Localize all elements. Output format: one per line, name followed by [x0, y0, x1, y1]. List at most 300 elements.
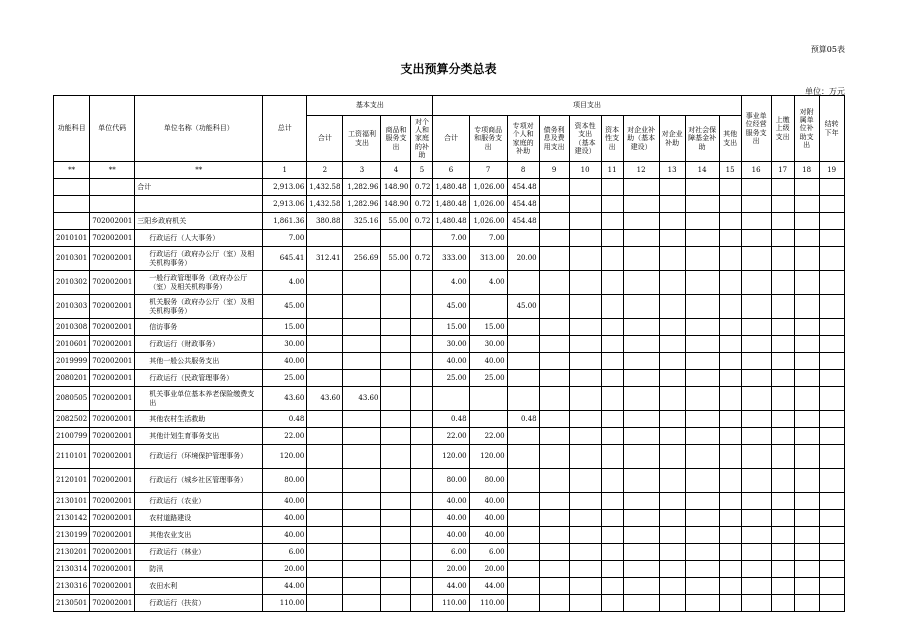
cell-empty — [685, 213, 719, 230]
cell-empty — [623, 445, 659, 469]
table-row — [54, 271, 845, 295]
cell-b-total: 380.88 — [307, 213, 343, 230]
header-func-code: 功能科目 — [54, 96, 90, 162]
cell-empty — [623, 527, 659, 544]
cell-b-total: 43.60 — [307, 387, 343, 411]
cell-p-goods: 110.00 — [469, 595, 507, 612]
cell-empty — [719, 428, 741, 445]
cell-p-total: 40.00 — [433, 510, 469, 527]
cell-empty — [741, 336, 771, 353]
cell-b-goods — [381, 445, 411, 469]
column-index-cell: 10 — [569, 162, 601, 179]
cell-code: 2130316 — [54, 578, 90, 595]
cell-empty — [623, 230, 659, 247]
cell-empty — [719, 179, 741, 196]
cell-empty — [539, 247, 569, 271]
cell-name: 行政运行（财政事务） — [135, 336, 263, 353]
header-b-salary: 工资福利支出 — [343, 116, 381, 162]
table-row — [54, 445, 845, 469]
cell-b-goods — [381, 510, 411, 527]
cell-name: 行政运行（政府办公厅（室）及相关机构事务） — [135, 247, 263, 271]
cell-empty — [771, 336, 794, 353]
cell-empty — [659, 510, 685, 527]
cell-empty — [771, 271, 794, 295]
column-index-row — [54, 162, 845, 179]
cell-empty — [601, 247, 623, 271]
unit-label: 单位：万元 — [805, 87, 845, 96]
cell-total: 45.00 — [263, 295, 307, 319]
cell-empty — [601, 493, 623, 510]
cell-empty — [623, 428, 659, 445]
cell-b-total: 312.41 — [307, 247, 343, 271]
cell-empty — [539, 319, 569, 336]
column-index-cell: 9 — [539, 162, 569, 179]
cell-empty — [539, 445, 569, 469]
cell-b-personal — [411, 230, 433, 247]
budget-table — [53, 95, 845, 612]
cell-empty — [659, 336, 685, 353]
cell-empty — [601, 179, 623, 196]
cell-b-salary — [343, 595, 381, 612]
cell-empty — [741, 510, 771, 527]
cell-empty — [719, 544, 741, 561]
cell-empty — [819, 271, 844, 295]
cell-b-salary — [343, 561, 381, 578]
cell-empty — [794, 336, 819, 353]
cell-unit: 702002001 — [90, 353, 135, 370]
cell-empty — [601, 544, 623, 561]
cell-empty — [685, 445, 719, 469]
cell-empty — [685, 578, 719, 595]
cell-code: 2130501 — [54, 595, 90, 612]
cell-empty — [771, 544, 794, 561]
cell-empty — [794, 387, 819, 411]
cell-b-total — [307, 411, 343, 428]
cell-p-total: 45.00 — [433, 295, 469, 319]
cell-empty — [659, 411, 685, 428]
cell-b-total — [307, 353, 343, 370]
cell-b-total — [307, 370, 343, 387]
cell-empty — [623, 370, 659, 387]
cell-empty — [623, 247, 659, 271]
cell-empty — [819, 179, 844, 196]
column-index-cell: 13 — [659, 162, 685, 179]
cell-empty — [771, 578, 794, 595]
cell-empty — [539, 213, 569, 230]
cell-p-goods: 1,026.00 — [469, 179, 507, 196]
cell-empty — [741, 578, 771, 595]
cell-empty — [659, 271, 685, 295]
cell-unit: 702002001 — [90, 510, 135, 527]
cell-empty — [539, 561, 569, 578]
column-index-cell: ** — [54, 162, 90, 179]
column-index-cell: ** — [90, 162, 135, 179]
cell-total: 1,861.36 — [263, 213, 307, 230]
cell-b-goods — [381, 561, 411, 578]
cell-empty — [601, 510, 623, 527]
cell-b-salary — [343, 336, 381, 353]
cell-empty — [719, 213, 741, 230]
cell-b-personal — [411, 336, 433, 353]
cell-b-personal — [411, 595, 433, 612]
cell-empty — [819, 561, 844, 578]
cell-unit: 702002001 — [90, 336, 135, 353]
cell-empty — [819, 336, 844, 353]
cell-unit: 702002001 — [90, 527, 135, 544]
column-index-cell: 14 — [685, 162, 719, 179]
cell-b-goods — [381, 336, 411, 353]
cell-unit: 702002001 — [90, 319, 135, 336]
cell-empty — [539, 544, 569, 561]
cell-code: 2019999 — [54, 353, 90, 370]
cell-empty — [659, 370, 685, 387]
cell-b-personal — [411, 370, 433, 387]
cell-code: 2010302 — [54, 271, 90, 295]
cell-name: 机关事业单位基本养老保险缴费支出 — [135, 387, 263, 411]
cell-code: 2130201 — [54, 544, 90, 561]
table-row — [54, 230, 845, 247]
cell-total: 645.41 — [263, 247, 307, 271]
cell-p-goods: 4.00 — [469, 271, 507, 295]
cell-empty — [601, 578, 623, 595]
cell-total: 44.00 — [263, 578, 307, 595]
cell-b-personal — [411, 510, 433, 527]
cell-empty — [623, 561, 659, 578]
cell-b-total — [307, 295, 343, 319]
cell-b-personal — [411, 411, 433, 428]
cell-p-total: 80.00 — [433, 469, 469, 493]
cell-empty — [569, 544, 601, 561]
cell-empty — [569, 445, 601, 469]
cell-code: 2130199 — [54, 527, 90, 544]
cell-total: 120.00 — [263, 445, 307, 469]
cell-empty — [794, 230, 819, 247]
cell-name: 行政运行（城乡社区管理事务） — [135, 469, 263, 493]
cell-b-salary — [343, 295, 381, 319]
cell-p-total: 7.00 — [433, 230, 469, 247]
cell-b-salary — [343, 510, 381, 527]
cell-empty — [685, 247, 719, 271]
cell-empty — [685, 527, 719, 544]
cell-empty — [819, 370, 844, 387]
cell-empty — [601, 319, 623, 336]
cell-p-personal — [507, 527, 539, 544]
cell-empty — [569, 213, 601, 230]
cell-b-personal — [411, 319, 433, 336]
cell-p-goods: 120.00 — [469, 445, 507, 469]
cell-b-total — [307, 544, 343, 561]
cell-empty — [623, 196, 659, 213]
cell-unit: 702002001 — [90, 213, 135, 230]
table-row — [54, 295, 845, 319]
cell-b-goods — [381, 595, 411, 612]
cell-empty — [741, 213, 771, 230]
column-index-cell: 8 — [507, 162, 539, 179]
cell-empty — [741, 370, 771, 387]
cell-empty — [623, 411, 659, 428]
cell-unit: 702002001 — [90, 295, 135, 319]
cell-empty — [685, 595, 719, 612]
cell-empty — [794, 544, 819, 561]
cell-empty — [794, 510, 819, 527]
cell-p-personal: 45.00 — [507, 295, 539, 319]
cell-p-personal — [507, 561, 539, 578]
cell-p-goods: 1,026.00 — [469, 196, 507, 213]
header-upper: 上缴上级支出 — [771, 96, 794, 162]
cell-empty — [794, 578, 819, 595]
cell-empty — [685, 544, 719, 561]
cell-empty — [623, 336, 659, 353]
cell-empty — [539, 595, 569, 612]
cell-empty — [659, 493, 685, 510]
cell-b-goods — [381, 493, 411, 510]
cell-empty — [539, 387, 569, 411]
column-index-cell: 16 — [741, 162, 771, 179]
cell-b-total: 1,432.58 — [307, 196, 343, 213]
table-row — [54, 469, 845, 493]
cell-empty — [685, 469, 719, 493]
cell-name: 信访事务 — [135, 319, 263, 336]
cell-b-salary: 325.16 — [343, 213, 381, 230]
cell-empty — [819, 411, 844, 428]
cell-name: 其他一般公共服务支出 — [135, 353, 263, 370]
cell-p-total: 333.00 — [433, 247, 469, 271]
cell-empty — [623, 353, 659, 370]
cell-empty — [623, 319, 659, 336]
header-total: 总计 — [263, 96, 307, 162]
cell-p-goods: 40.00 — [469, 527, 507, 544]
cell-b-total — [307, 336, 343, 353]
page-title: 支出预算分类总表 — [400, 62, 497, 76]
table-row — [54, 428, 845, 445]
cell-empty — [819, 544, 844, 561]
cell-empty — [719, 230, 741, 247]
cell-empty — [685, 295, 719, 319]
cell-total: 110.00 — [263, 595, 307, 612]
cell-p-personal: 20.00 — [507, 247, 539, 271]
table-row — [54, 544, 845, 561]
cell-empty — [771, 196, 794, 213]
cell-b-salary — [343, 445, 381, 469]
cell-empty — [539, 271, 569, 295]
cell-b-goods — [381, 527, 411, 544]
cell-empty — [771, 387, 794, 411]
cell-empty — [539, 353, 569, 370]
cell-empty — [685, 428, 719, 445]
cell-empty — [659, 213, 685, 230]
cell-p-personal — [507, 370, 539, 387]
cell-b-salary — [343, 411, 381, 428]
table-row — [54, 578, 845, 595]
cell-empty — [794, 295, 819, 319]
cell-empty — [771, 411, 794, 428]
cell-name: 其他农业支出 — [135, 527, 263, 544]
cell-empty — [659, 230, 685, 247]
cell-p-total: 30.00 — [433, 336, 469, 353]
cell-b-total — [307, 527, 343, 544]
cell-code: 2080505 — [54, 387, 90, 411]
cell-empty — [794, 493, 819, 510]
column-index-cell: 15 — [719, 162, 741, 179]
cell-p-personal — [507, 595, 539, 612]
table-row — [54, 319, 845, 336]
header-p-enterprise: 对企业补助（基本建设） — [623, 116, 659, 162]
cell-b-salary — [343, 469, 381, 493]
column-index-cell: 12 — [623, 162, 659, 179]
cell-b-salary — [343, 527, 381, 544]
cell-p-total — [433, 387, 469, 411]
cell-total: 25.00 — [263, 370, 307, 387]
cell-empty — [569, 247, 601, 271]
table-row — [54, 411, 845, 428]
cell-empty — [685, 510, 719, 527]
cell-empty — [623, 271, 659, 295]
header-p-debt: 债务利息及费用支出 — [539, 116, 569, 162]
cell-b-goods — [381, 411, 411, 428]
form-number-label: 预算05表 — [810, 45, 845, 54]
column-index-cell: 5 — [411, 162, 433, 179]
cell-name: 其他农村生活救助 — [135, 411, 263, 428]
cell-code: 2130101 — [54, 493, 90, 510]
cell-code: 2010308 — [54, 319, 90, 336]
cell-b-personal — [411, 544, 433, 561]
cell-b-goods: 148.90 — [381, 196, 411, 213]
cell-unit: 702002001 — [90, 578, 135, 595]
header-b-goods: 商品和服务支出 — [381, 116, 411, 162]
cell-empty — [539, 493, 569, 510]
cell-empty — [771, 428, 794, 445]
cell-empty — [659, 428, 685, 445]
table-row — [54, 370, 845, 387]
cell-empty — [539, 230, 569, 247]
cell-empty — [569, 510, 601, 527]
cell-empty — [771, 319, 794, 336]
cell-empty — [771, 469, 794, 493]
cell-empty — [659, 196, 685, 213]
cell-empty — [794, 213, 819, 230]
cell-p-personal: 0.48 — [507, 411, 539, 428]
cell-empty — [601, 213, 623, 230]
cell-p-goods: 80.00 — [469, 469, 507, 493]
cell-p-total: 20.00 — [433, 561, 469, 578]
cell-empty — [659, 595, 685, 612]
cell-empty — [719, 370, 741, 387]
cell-p-personal — [507, 353, 539, 370]
cell-p-goods: 15.00 — [469, 319, 507, 336]
header-b-personal: 对个人和家庭的补助 — [411, 116, 433, 162]
cell-empty — [794, 411, 819, 428]
header-lower: 对附属单位补助支出 — [794, 96, 819, 162]
cell-b-total — [307, 428, 343, 445]
cell-empty — [794, 370, 819, 387]
cell-empty — [601, 428, 623, 445]
cell-empty — [794, 428, 819, 445]
cell-empty — [623, 578, 659, 595]
cell-empty — [623, 387, 659, 411]
cell-empty — [741, 196, 771, 213]
cell-p-personal — [507, 230, 539, 247]
cell-name: 行政运行（扶贫） — [135, 595, 263, 612]
cell-unit: 702002001 — [90, 595, 135, 612]
cell-b-goods — [381, 370, 411, 387]
cell-empty — [569, 196, 601, 213]
cell-p-personal — [507, 510, 539, 527]
cell-b-personal — [411, 578, 433, 595]
cell-name: 行政运行（农业） — [135, 493, 263, 510]
cell-b-goods — [381, 353, 411, 370]
cell-empty — [819, 353, 844, 370]
cell-name: 农村道路建设 — [135, 510, 263, 527]
cell-b-goods — [381, 271, 411, 295]
cell-b-salary — [343, 428, 381, 445]
cell-total: 40.00 — [263, 510, 307, 527]
cell-empty — [569, 336, 601, 353]
cell-empty — [719, 493, 741, 510]
cell-empty — [685, 271, 719, 295]
header-row-1 — [54, 96, 845, 116]
cell-b-salary: 43.60 — [343, 387, 381, 411]
cell-empty — [794, 247, 819, 271]
cell-code: 2100799 — [54, 428, 90, 445]
cell-empty — [794, 595, 819, 612]
cell-name: 行政运行（环境保护管理事务） — [135, 445, 263, 469]
cell-b-salary — [343, 319, 381, 336]
cell-p-personal — [507, 319, 539, 336]
cell-code: 2010101 — [54, 230, 90, 247]
cell-empty — [685, 353, 719, 370]
cell-empty — [569, 561, 601, 578]
cell-empty — [794, 445, 819, 469]
cell-empty — [569, 428, 601, 445]
cell-unit: 702002001 — [90, 428, 135, 445]
cell-empty — [539, 179, 569, 196]
cell-empty — [623, 213, 659, 230]
cell-code: 2082502 — [54, 411, 90, 428]
cell-p-goods: 1,026.00 — [469, 213, 507, 230]
cell-empty — [659, 353, 685, 370]
cell-total: 0.48 — [263, 411, 307, 428]
cell-empty — [771, 295, 794, 319]
column-index-cell: 6 — [433, 162, 469, 179]
cell-code: 2010301 — [54, 247, 90, 271]
cell-total: 7.00 — [263, 230, 307, 247]
header-project: 项目支出 — [433, 96, 741, 116]
cell-empty — [539, 578, 569, 595]
cell-total: 80.00 — [263, 469, 307, 493]
cell-p-personal — [507, 445, 539, 469]
cell-empty — [771, 370, 794, 387]
cell-b-personal — [411, 387, 433, 411]
cell-empty — [685, 230, 719, 247]
cell-empty — [659, 179, 685, 196]
cell-unit: 702002001 — [90, 469, 135, 493]
cell-p-goods — [469, 295, 507, 319]
cell-empty — [685, 370, 719, 387]
cell-total: 4.00 — [263, 271, 307, 295]
header-p-social: 对社会保障基金补助 — [685, 116, 719, 162]
cell-empty — [569, 411, 601, 428]
cell-b-total — [307, 510, 343, 527]
column-index-cell: 18 — [794, 162, 819, 179]
cell-p-personal — [507, 271, 539, 295]
cell-empty — [741, 469, 771, 493]
cell-total: 40.00 — [263, 353, 307, 370]
cell-unit: 702002001 — [90, 561, 135, 578]
cell-code: 2080201 — [54, 370, 90, 387]
cell-empty — [601, 411, 623, 428]
cell-p-goods: 313.00 — [469, 247, 507, 271]
header-unit-name: 单位名称（功能科目） — [135, 96, 263, 162]
